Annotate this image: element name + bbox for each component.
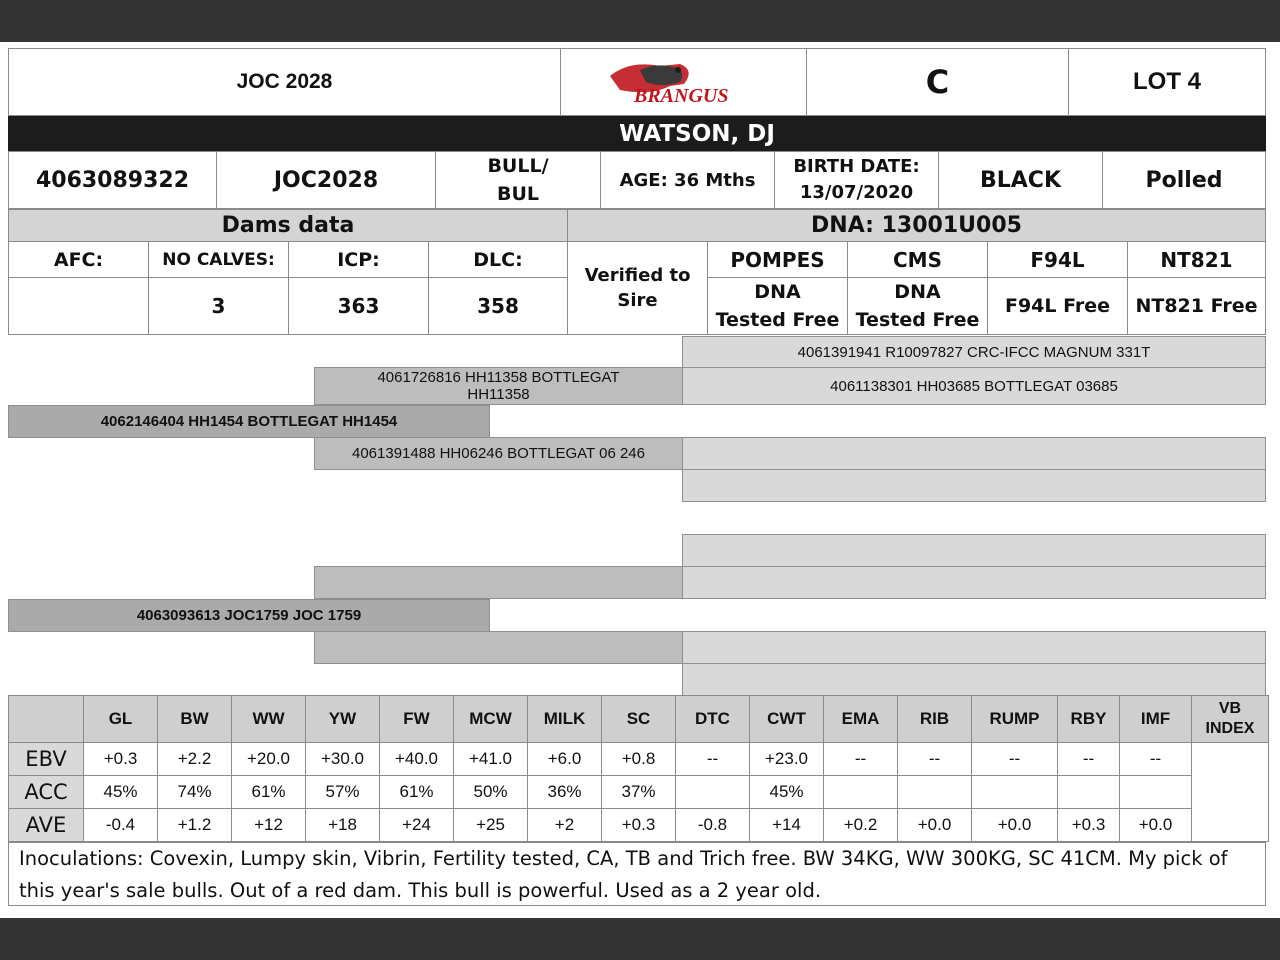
ebv-cell: +18 bbox=[306, 809, 380, 842]
ebv-table bbox=[8, 695, 1269, 842]
ebv-column-header: CWT bbox=[750, 696, 824, 743]
dna-test-result-cell bbox=[707, 277, 848, 335]
birth-date-label: BIRTH DATE: bbox=[793, 156, 920, 177]
ebv-cell: -0.4 bbox=[84, 809, 158, 842]
ebv-cell: -- bbox=[1058, 743, 1120, 776]
owner-name: WATSON, DJ bbox=[619, 120, 775, 147]
pedigree-sire-sire-dam bbox=[682, 367, 1266, 405]
ebv-cell: 61% bbox=[380, 776, 454, 809]
pedigree-dam bbox=[8, 599, 490, 632]
pedigree-text: 4061138301 HH03685 BOTTLEGAT 03685 bbox=[830, 377, 1118, 395]
acc-row bbox=[9, 776, 1269, 809]
pedigree-empty-cell bbox=[682, 534, 1266, 567]
dna-test-name: NT821 bbox=[1160, 247, 1233, 272]
ave-row bbox=[9, 809, 1269, 842]
ebv-cell: +0.0 bbox=[1120, 809, 1192, 842]
ebv-header-row bbox=[9, 696, 1269, 743]
dna-test-name-cell bbox=[1127, 241, 1266, 278]
dna-title: DNA: 13001U005 bbox=[811, 213, 1022, 238]
ebv-cell bbox=[972, 776, 1058, 809]
grade: C bbox=[925, 63, 950, 101]
icp-label-cell bbox=[288, 241, 429, 278]
pedigree-text: 4061391488 HH06246 BOTTLEGAT 06 246 bbox=[352, 445, 645, 462]
ebv-cell: -- bbox=[972, 743, 1058, 776]
ebv-cell: 37% bbox=[602, 776, 676, 809]
dlc-label-cell bbox=[428, 241, 568, 278]
pedigree-empty-cell bbox=[682, 469, 1266, 502]
pedigree-sire bbox=[8, 405, 490, 438]
dna-test-result: NT821 Free bbox=[1135, 295, 1258, 317]
animal-age: AGE: 36 Mths bbox=[619, 169, 756, 191]
animal-type: BULL/ BUL bbox=[487, 155, 549, 205]
pedigree-sire-sire bbox=[314, 367, 683, 405]
dna-test-name-cell bbox=[707, 241, 848, 278]
brangus-logo bbox=[600, 56, 760, 108]
icp-value: 363 bbox=[337, 294, 380, 318]
ebv-cell: 74% bbox=[158, 776, 232, 809]
pedigree-text: 4061391941 R10097827 CRC-IFCC MAGNUM 331T bbox=[797, 343, 1151, 361]
icp-label: ICP: bbox=[337, 248, 380, 271]
dams-data-title-cell bbox=[8, 209, 568, 242]
verified-to-sire: Verified to Sire bbox=[584, 265, 691, 311]
ebv-cell: +0.3 bbox=[1058, 809, 1120, 842]
animal-horn-status: Polled bbox=[1145, 167, 1223, 193]
pedigree-empty-cell bbox=[682, 663, 1266, 696]
calves-value-cell bbox=[148, 277, 289, 335]
pedigree-empty-cell bbox=[314, 631, 683, 664]
ebv-cell: -- bbox=[1120, 743, 1192, 776]
ebv-cell: +24 bbox=[380, 809, 454, 842]
ebv-cell: +1.2 bbox=[158, 809, 232, 842]
ebv-cell: 61% bbox=[232, 776, 306, 809]
vb-index-value-cell bbox=[1192, 743, 1269, 842]
ebv-column-header-vb-index: VB INDEX bbox=[1192, 696, 1269, 743]
ebv-cell: +30.0 bbox=[306, 743, 380, 776]
calves-label: NO CALVES: bbox=[162, 249, 275, 270]
ebv-column-header: RUMP bbox=[972, 696, 1058, 743]
ebv-cell: +0.8 bbox=[602, 743, 676, 776]
dna-test-result-cell bbox=[847, 277, 988, 335]
ebv-cell: +23.0 bbox=[750, 743, 824, 776]
ebv-cell bbox=[1058, 776, 1120, 809]
dna-test-name: POMPES bbox=[730, 247, 825, 272]
animal-id: 4063089322 bbox=[35, 167, 190, 193]
ebv-row-label: AVE bbox=[9, 809, 84, 842]
ebv-cell: +14 bbox=[750, 809, 824, 842]
dlc-label: DLC: bbox=[473, 248, 523, 271]
animal-code: JOC 2028 bbox=[236, 70, 333, 93]
calves-label-cell bbox=[148, 241, 289, 278]
ebv-cell: +20.0 bbox=[232, 743, 306, 776]
ebv-cell: +6.0 bbox=[528, 743, 602, 776]
ebv-cell: +0.3 bbox=[84, 743, 158, 776]
ebv-column-header: GL bbox=[84, 696, 158, 743]
animal-code-cell bbox=[8, 48, 561, 116]
ebv-cell: 45% bbox=[84, 776, 158, 809]
animal-name-cell bbox=[216, 151, 436, 209]
dlc-value: 358 bbox=[477, 294, 519, 318]
pedigree-sire-dam bbox=[314, 437, 683, 470]
afc-label: AFC: bbox=[53, 248, 104, 271]
dlc-value-cell bbox=[428, 277, 568, 335]
horn-cell bbox=[1102, 151, 1266, 209]
birth-date: 13/07/2020 bbox=[799, 182, 914, 203]
animal-type-cell bbox=[435, 151, 601, 209]
grade-cell bbox=[806, 48, 1069, 116]
verified-to-sire-cell bbox=[567, 241, 708, 335]
animal-colour: BLACK bbox=[979, 167, 1061, 193]
ebv-cell bbox=[1120, 776, 1192, 809]
dna-test-result-cell bbox=[1127, 277, 1266, 335]
ebv-column-header: IMF bbox=[1120, 696, 1192, 743]
pedigree-empty-cell bbox=[682, 631, 1266, 664]
birth-date-cell bbox=[774, 151, 939, 209]
ebv-cell: +12 bbox=[232, 809, 306, 842]
dna-title-cell bbox=[567, 209, 1266, 242]
pedigree-text: 4062146404 HH1454 BOTTLEGAT HH1454 bbox=[100, 413, 398, 430]
ebv-column-header: EMA bbox=[824, 696, 898, 743]
ebv-column-header: SC bbox=[602, 696, 676, 743]
ebv-cell: -0.8 bbox=[676, 809, 750, 842]
ebv-cell: 50% bbox=[454, 776, 528, 809]
ebv-cell: -- bbox=[676, 743, 750, 776]
age-cell bbox=[600, 151, 775, 209]
ebv-cell: +0.3 bbox=[602, 809, 676, 842]
ebv-row-label: ACC bbox=[9, 776, 84, 809]
ebv-cell: -- bbox=[824, 743, 898, 776]
ebv-cell: 45% bbox=[750, 776, 824, 809]
animal-id-cell bbox=[8, 151, 217, 209]
dams-data-title: Dams data bbox=[221, 213, 355, 238]
bottom-frame-bar bbox=[0, 918, 1280, 960]
colour-cell bbox=[938, 151, 1103, 209]
ebv-column-header: DTC bbox=[676, 696, 750, 743]
afc-label-cell bbox=[8, 241, 149, 278]
pedigree-text: 4063093613 JOC1759 JOC 1759 bbox=[136, 607, 362, 624]
svg-text:BRANGUS: BRANGUS bbox=[634, 85, 729, 107]
ebv-column-header: RIB bbox=[898, 696, 972, 743]
ebv-cell: +2 bbox=[528, 809, 602, 842]
ebv-cell: -- bbox=[898, 743, 972, 776]
lot-number: LOT 4 bbox=[1132, 68, 1201, 95]
ebv-cell: +25 bbox=[454, 809, 528, 842]
pedigree-empty-cell bbox=[682, 566, 1266, 599]
ebv-cell: +40.0 bbox=[380, 743, 454, 776]
top-frame-bar bbox=[0, 0, 1280, 42]
ebv-row-label: EBV bbox=[9, 743, 84, 776]
ebv-column-header: YW bbox=[306, 696, 380, 743]
ebv-corner-cell bbox=[9, 696, 84, 743]
pedigree-empty-cell bbox=[682, 437, 1266, 470]
owner-band bbox=[8, 116, 1266, 151]
ebv-column-header: BW bbox=[158, 696, 232, 743]
ebv-cell: +0.2 bbox=[824, 809, 898, 842]
ebv-cell bbox=[898, 776, 972, 809]
pedigree-sire-sire-sire bbox=[682, 336, 1266, 368]
ebv-column-header: FW bbox=[380, 696, 454, 743]
dna-test-name: CMS bbox=[893, 247, 942, 272]
ebv-cell: 36% bbox=[528, 776, 602, 809]
ebv-cell: +2.2 bbox=[158, 743, 232, 776]
dna-test-result: F94L Free bbox=[1004, 295, 1111, 317]
afc-value-cell bbox=[8, 277, 149, 335]
animal-name: JOC2028 bbox=[273, 167, 379, 193]
icp-value-cell bbox=[288, 277, 429, 335]
ebv-cell: +41.0 bbox=[454, 743, 528, 776]
ebv-row bbox=[9, 743, 1269, 776]
dna-test-name-cell bbox=[987, 241, 1128, 278]
ebv-column-header: RBY bbox=[1058, 696, 1120, 743]
dna-test-result: DNA Tested Free bbox=[855, 281, 980, 331]
ebv-cell: +0.0 bbox=[898, 809, 972, 842]
ebv-cell bbox=[676, 776, 750, 809]
ebv-cell: +0.0 bbox=[972, 809, 1058, 842]
lot-cell bbox=[1068, 48, 1266, 116]
ebv-column-header: MCW bbox=[454, 696, 528, 743]
notes-text: Inoculations: Covexin, Lumpy skin, Vibrin, Fertility tested, CA, TB and Trich free. BW 34KG, WW 300KG, SC 41CM. My pick of this year's sale bulls. Out of a red dam. This bull is powerful. Used as a 2 year old. bbox=[8, 842, 1266, 906]
dna-test-name: F94L bbox=[1030, 247, 1085, 272]
pedigree-empty-cell bbox=[314, 566, 683, 599]
dna-test-result: DNA Tested Free bbox=[715, 281, 840, 331]
ebv-cell bbox=[824, 776, 898, 809]
calves-value: 3 bbox=[211, 294, 226, 318]
ebv-column-header: WW bbox=[232, 696, 306, 743]
ebv-cell: 57% bbox=[306, 776, 380, 809]
dna-test-result-cell bbox=[987, 277, 1128, 335]
ebv-column-header: MILK bbox=[528, 696, 602, 743]
dna-test-name-cell bbox=[847, 241, 988, 278]
pedigree-text: 4061726816 HH11358 BOTTLEGAT HH11358 bbox=[377, 369, 620, 403]
